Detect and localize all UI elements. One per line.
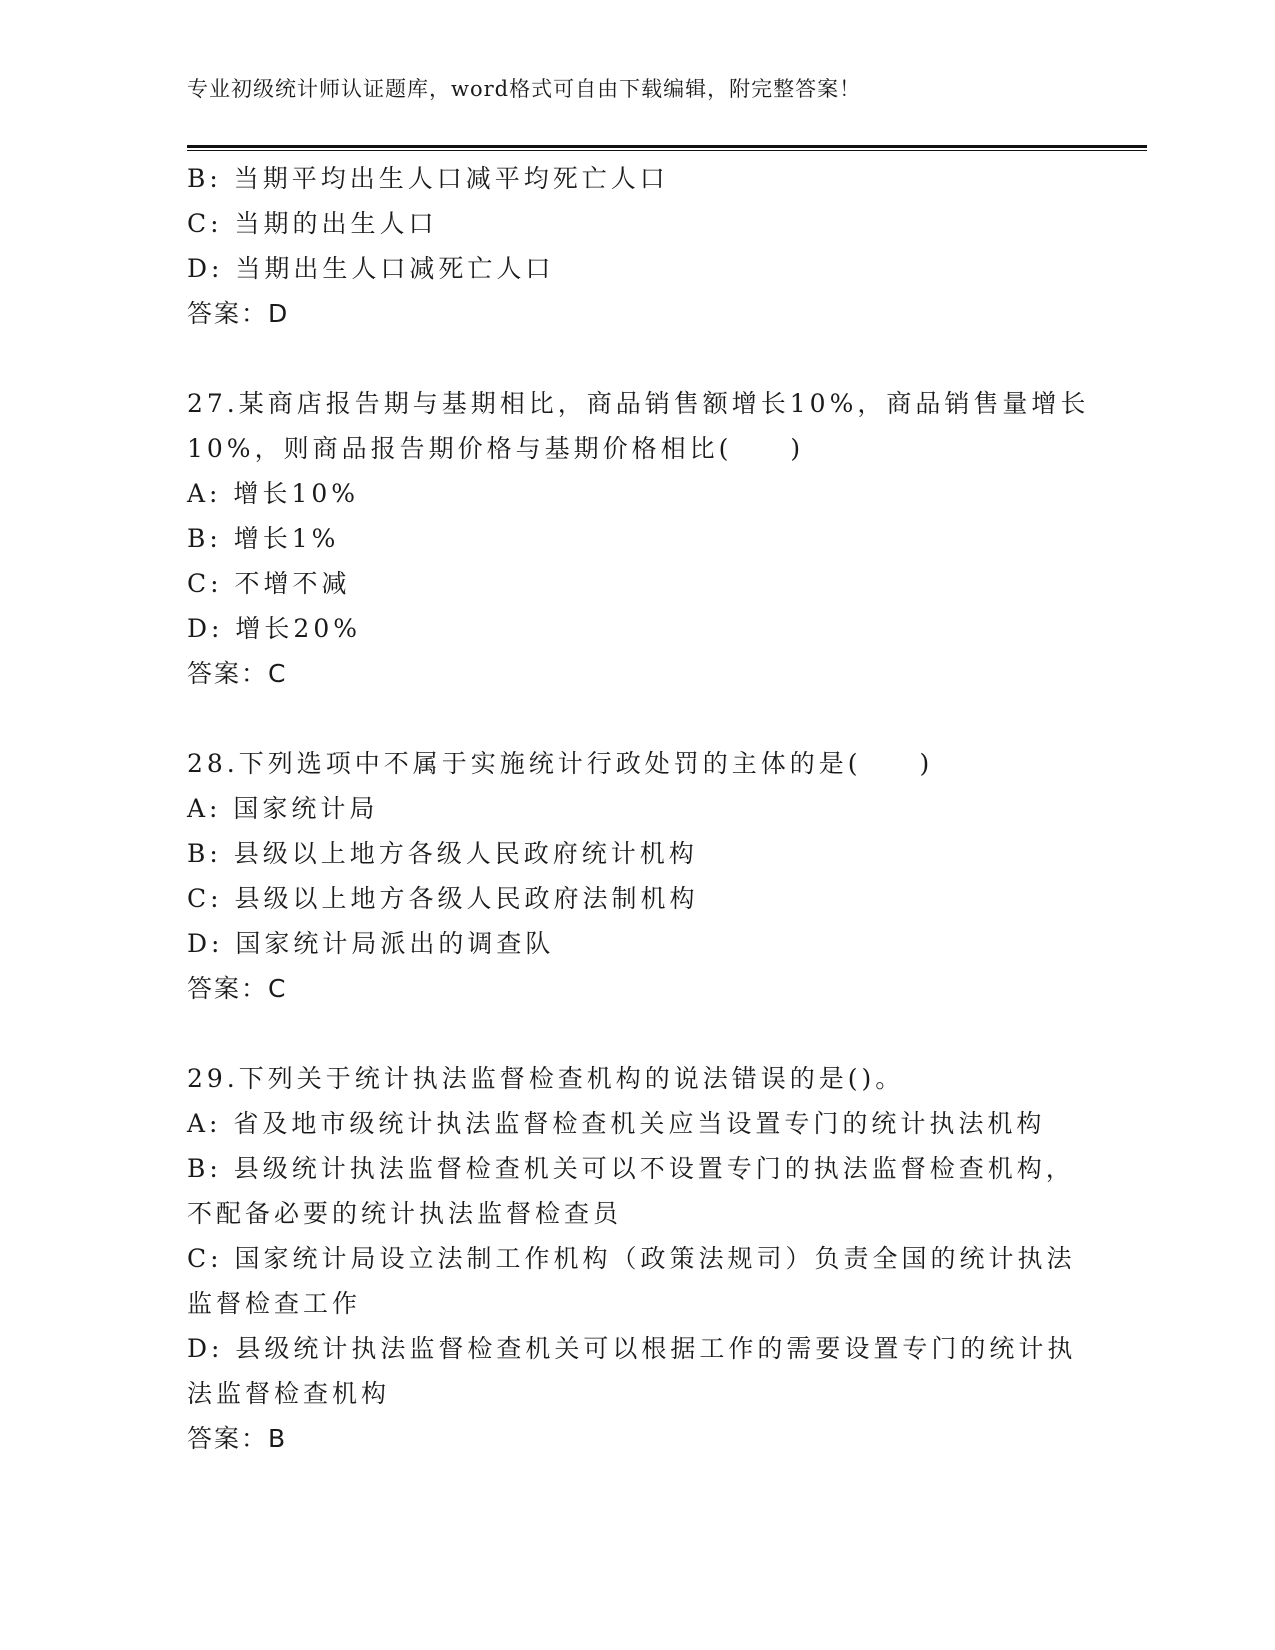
question-text: 29.下列关于统计执法监督检查机构的说法错误的是()。 bbox=[187, 1064, 905, 1093]
answer-line: 答案：D bbox=[187, 299, 290, 328]
question-text: 28.下列选项中不属于实施统计行政处罚的主体的是( ) bbox=[187, 749, 934, 778]
option-d: D: 当期出生人口减死亡人口 bbox=[187, 254, 555, 283]
option-b: B: 增长1% bbox=[187, 524, 340, 553]
option-c: C: 当期的出生人口 bbox=[187, 209, 438, 238]
option-c-continued: 监督检查工作 bbox=[187, 1289, 362, 1318]
question-content bbox=[187, 156, 1090, 1461]
answer-line: 答案：C bbox=[187, 974, 288, 1003]
option-a: A: 省及地市级统计执法监督检查机关应当设置专门的统计执法机构 bbox=[187, 1109, 1046, 1138]
question-block-28 bbox=[187, 741, 1087, 1011]
answer-line: 答案：B bbox=[187, 1424, 288, 1453]
option-d: D: 县级统计执法监督检查机关可以根据工作的需要设置专门的统计执 bbox=[187, 1334, 1077, 1363]
option-d: D: 增长20% bbox=[187, 614, 361, 643]
option-d: D: 国家统计局派出的调查队 bbox=[187, 929, 555, 958]
question-text-continued: 10%，则商品报告期价格与基期价格相比( ) bbox=[187, 434, 805, 463]
option-d-continued: 法监督检查机构 bbox=[187, 1379, 391, 1408]
question-block-26-tail bbox=[187, 156, 1087, 336]
option-a: A: 增长10% bbox=[187, 479, 359, 508]
option-b: B: 当期平均出生人口减平均死亡人口 bbox=[187, 164, 669, 193]
option-a: A: 国家统计局 bbox=[187, 794, 379, 823]
option-c: C: 不增不减 bbox=[187, 569, 351, 598]
option-b: B: 县级以上地方各级人民政府统计机构 bbox=[187, 839, 698, 868]
option-b: B: 县级统计执法监督检查机关可以不设置专门的执法监督检查机构， bbox=[187, 1154, 1075, 1183]
option-c: C: 县级以上地方各级人民政府法制机构 bbox=[187, 884, 699, 913]
option-c: C: 国家统计局设立法制工作机构（政策法规司）负责全国的统计执法 bbox=[187, 1244, 1076, 1273]
question-text: 27.某商店报告期与基期相比，商品销售额增长10%，商品销售量增长 bbox=[187, 389, 1090, 418]
question-block-29 bbox=[187, 1056, 1087, 1461]
answer-line: 答案：C bbox=[187, 659, 288, 688]
header-divider bbox=[187, 145, 1147, 151]
page-header: 专业初级统计师认证题库，word格式可自由下载编辑，附完整答案！ bbox=[187, 77, 862, 101]
question-block-27 bbox=[187, 381, 1090, 696]
option-b-continued: 不配备必要的统计执法监督检查员 bbox=[187, 1199, 623, 1228]
